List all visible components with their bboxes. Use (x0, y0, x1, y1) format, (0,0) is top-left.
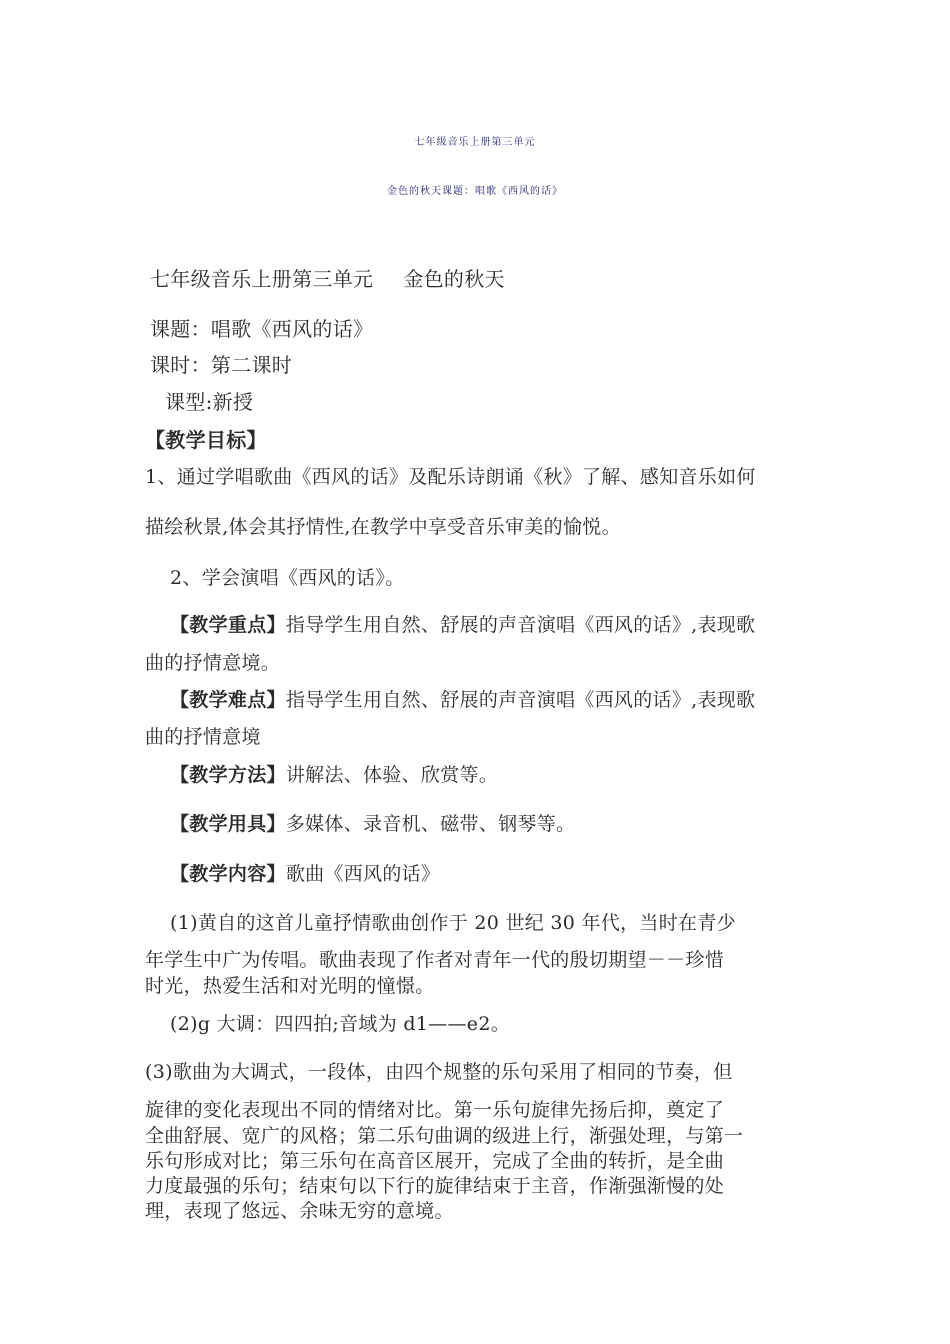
methods-label: 【教学方法】 (170, 764, 286, 786)
objective-2: 2、学会演唱《西风的话》。 (170, 567, 405, 589)
analysis-1-line-2: 年学生中广为传唱。歌曲表现了作者对青年一代的殷切期望－－珍惜 (145, 949, 725, 971)
topic-line: 课题：唱歌《西风的话》 (150, 317, 374, 341)
unit-theme: 金色的秋天 (403, 267, 505, 291)
analysis-3-line-1: (3)歌曲为大调式，一段体，由四个规整的乐句采用了相同的节奏，但 (145, 1061, 733, 1083)
tools-label: 【教学用具】 (170, 813, 286, 835)
objective-1-line-2: 描绘秋景,体会其抒情性,在教学中享受音乐审美的愉悦。 (145, 516, 621, 538)
difficulties-line-1 (170, 685, 755, 712)
difficulties-line-2: 曲的抒情意境 (145, 726, 261, 748)
methods-line (170, 760, 498, 787)
key-points-line-2: 曲的抒情意境。 (145, 652, 281, 674)
key-points-text-1: 指导学生用自然、舒展的声音演唱《西风的话》,表现歌 (285, 614, 756, 636)
key-points-line-1 (170, 610, 755, 637)
analysis-3-line-4: 乐句形成对比；第三乐句在高音区展开，完成了全曲的转折，是全曲 (145, 1150, 725, 1172)
unit-name: 七年级音乐上册第三单元 (150, 267, 374, 291)
key-points-label: 【教学重点】 (170, 614, 286, 636)
analysis-2: (2)g 大调：四四拍;音域为 d1——e2。 (170, 1013, 511, 1035)
analysis-1-line-1: (1)黄自的这首儿童抒情歌曲创作于 20 世纪 30 年代，当时在青少 (170, 912, 736, 934)
period-line: 课时：第二课时 (150, 353, 293, 377)
analysis-1-line-3: 时光，热爱生活和对光明的憧憬。 (145, 975, 435, 997)
analysis-3-line-6: 理，表现了悠远、余味无穷的意境。 (145, 1200, 454, 1222)
analysis-3-line-5: 力度最强的乐句；结束句以下行的旋律结束于主音，作渐强渐慢的处 (145, 1175, 725, 1197)
content-text: 歌曲《西风的话》 (285, 863, 441, 885)
analysis-3-line-2: 旋律的变化表现出不同的情绪对比。第一乐句旋律先扬后抑，奠定了 (145, 1099, 725, 1121)
analysis-3-line-3: 全曲舒展、宽广的风格；第二乐句曲调的级进上行，渐强处理，与第一 (145, 1125, 744, 1147)
objectives-heading: 【教学目标】 (145, 428, 267, 452)
document-title-line2: 金色的秋天课题：唱歌《西风的话》 (387, 186, 563, 197)
difficulties-text-1: 指导学生用自然、舒展的声音演唱《西风的话》,表现歌 (285, 689, 756, 711)
tools-text: 多媒体、录音机、磁带、钢琴等。 (285, 813, 576, 835)
content-label: 【教学内容】 (170, 863, 286, 885)
tools-line (170, 809, 575, 836)
content-line (170, 859, 440, 886)
unit-line (150, 263, 505, 292)
methods-text: 讲解法、体验、欣赏等。 (285, 764, 499, 786)
type-line: 课型:新授 (165, 390, 254, 414)
difficulties-label: 【教学难点】 (170, 689, 286, 711)
objective-1-line-1: 1、通过学唱歌曲《西风的话》及配乐诗朗诵《秋》了解、感知音乐如何 (145, 466, 756, 488)
document-title-line1: 七年级音乐上册第三单元 (414, 137, 536, 148)
